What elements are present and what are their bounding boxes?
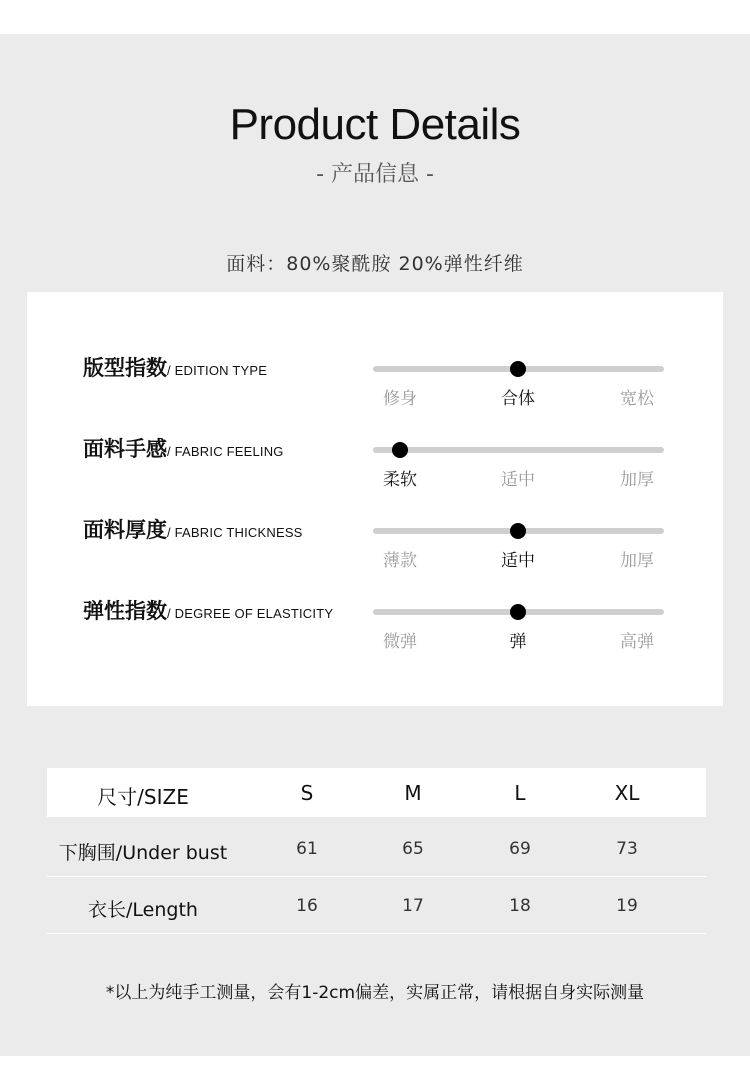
size-table-row [47, 877, 706, 934]
metric-label [83, 514, 303, 544]
metric-label-en: / DEGREE OF ELASTICITY [167, 606, 334, 621]
material-composition: 面料：80%聚酰胺 20%弹性纤维 [226, 253, 524, 275]
size-table-cell: 73 [616, 839, 638, 859]
size-table-row-label: 衣长/Length [88, 899, 198, 921]
measurement-note: *以上为纯手工测量，会有1-2cm偏差，实属正常，请根据自身实际测量 [105, 983, 645, 1003]
metric-elasticity [27, 595, 723, 675]
size-table-cell: 16 [296, 896, 318, 916]
metric-label-cn: 面料手感 [83, 437, 167, 461]
size-table-cell: 69 [509, 839, 531, 859]
metric-slider-track [373, 528, 664, 534]
page-title: Product Details [229, 100, 521, 149]
metric-label-en: / FABRIC FEELING [167, 444, 284, 459]
metric-fabric-thickness [27, 514, 723, 594]
metric-option: 弹 [509, 632, 527, 652]
size-table-cell: 19 [616, 896, 638, 916]
metric-slider-knob [510, 523, 526, 539]
metric-label-en: / EDITION TYPE [167, 363, 268, 378]
metric-slider-knob [510, 604, 526, 620]
metrics-card [27, 292, 723, 706]
metric-option: 薄款 [383, 551, 417, 571]
metric-option: 加厚 [620, 551, 654, 571]
metric-edition-type [27, 352, 723, 432]
size-table-row-label: 下胸围/Under bust [58, 842, 228, 864]
metric-option: 微弹 [383, 632, 417, 652]
metric-slider-track [373, 447, 664, 453]
size-table-cell: 61 [296, 839, 318, 859]
size-table-row [47, 820, 706, 877]
size-table-cell: 18 [509, 896, 531, 916]
metric-slider-track [373, 366, 664, 372]
metric-label [83, 595, 333, 625]
size-table-header [47, 768, 706, 817]
page-subtitle: - 产品信息 - [316, 162, 434, 187]
metric-option: 适中 [501, 551, 535, 571]
metric-slider-knob [392, 442, 408, 458]
metric-slider-knob [510, 361, 526, 377]
metric-slider-track [373, 609, 664, 615]
metric-option: 合体 [501, 389, 535, 409]
size-table-cell: 65 [402, 839, 424, 859]
metric-option: 修身 [383, 389, 417, 409]
metric-option: 宽松 [620, 389, 654, 409]
size-table-header-cell: S [300, 781, 314, 805]
metric-label-cn: 面料厚度 [83, 518, 167, 542]
metric-option: 高弹 [620, 632, 654, 652]
size-table-header-cell: M [404, 781, 422, 805]
metric-fabric-feeling [27, 433, 723, 513]
size-table-header-cell: L [514, 781, 526, 805]
metric-label-en: / FABRIC THICKNESS [167, 525, 303, 540]
metric-label [83, 433, 284, 463]
metric-option: 加厚 [620, 470, 654, 490]
metric-label-cn: 弹性指数 [83, 599, 167, 623]
metric-label [83, 352, 267, 382]
size-table-header-cell: 尺寸/SIZE [97, 785, 189, 809]
size-table-cell: 17 [402, 896, 424, 916]
metric-label-cn: 版型指数 [83, 356, 167, 380]
metric-option: 适中 [501, 470, 535, 490]
metric-option: 柔软 [383, 470, 417, 490]
size-table-header-cell: XL [614, 781, 640, 805]
